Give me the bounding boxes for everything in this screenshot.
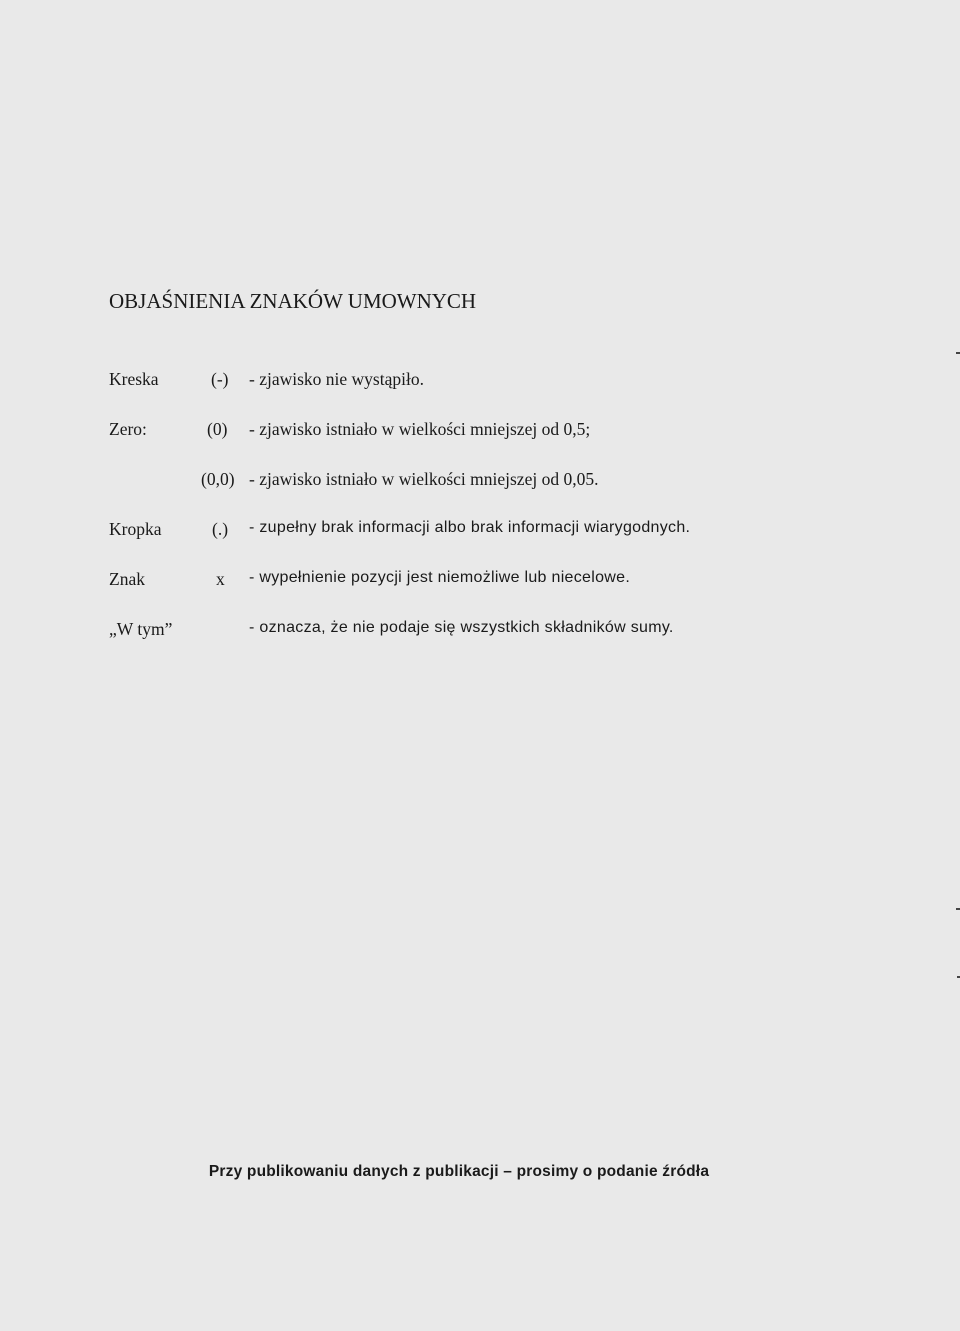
legend-row-znak xyxy=(0,569,960,595)
legend-row-kreska xyxy=(0,369,960,395)
legend-row-zero-decimal xyxy=(0,469,960,495)
source-citation-note: Przy publikowaniu danych z publikacji – prosimy o podanie źródła xyxy=(208,1163,710,1180)
legend-label: Zero: xyxy=(109,419,147,439)
legend-symbol: (-) xyxy=(211,369,229,389)
legend-description: - zjawisko istniało w wielkości mniejszej od 0,05. xyxy=(249,469,599,489)
legend-description: - wypełnienie pozycji jest niemożliwe lub niecelowe. xyxy=(249,569,631,586)
legend-label: „W tym” xyxy=(109,619,173,639)
legend-description: - oznacza, że nie podaje się wszystkich składników sumy. xyxy=(249,619,674,636)
legend-description: - zupełny brak informacji albo brak informacji wiarygodnych. xyxy=(249,519,691,536)
legend-symbol: x xyxy=(216,569,225,589)
legend-row-kropka xyxy=(0,519,960,545)
legend-label: Znak xyxy=(109,569,145,589)
legend-label: Kreska xyxy=(109,369,159,389)
legend-label: Kropka xyxy=(109,519,162,539)
legend-description: - zjawisko nie wystąpiło. xyxy=(249,369,424,389)
legend-symbol: (0,0) xyxy=(201,469,235,489)
page-title: OBJAŚNIENIA ZNAKÓW UMOWNYCH xyxy=(109,289,477,313)
scan-edge-mark xyxy=(956,352,960,354)
legend-row-w-tym xyxy=(0,619,960,645)
legend-symbol: (0) xyxy=(207,419,228,439)
scan-edge-mark xyxy=(956,908,960,910)
legend-symbol: (.) xyxy=(212,519,229,539)
legend-description: - zjawisko istniało w wielkości mniejszej od 0,5; xyxy=(249,419,591,439)
legend-row-zero xyxy=(0,419,960,445)
